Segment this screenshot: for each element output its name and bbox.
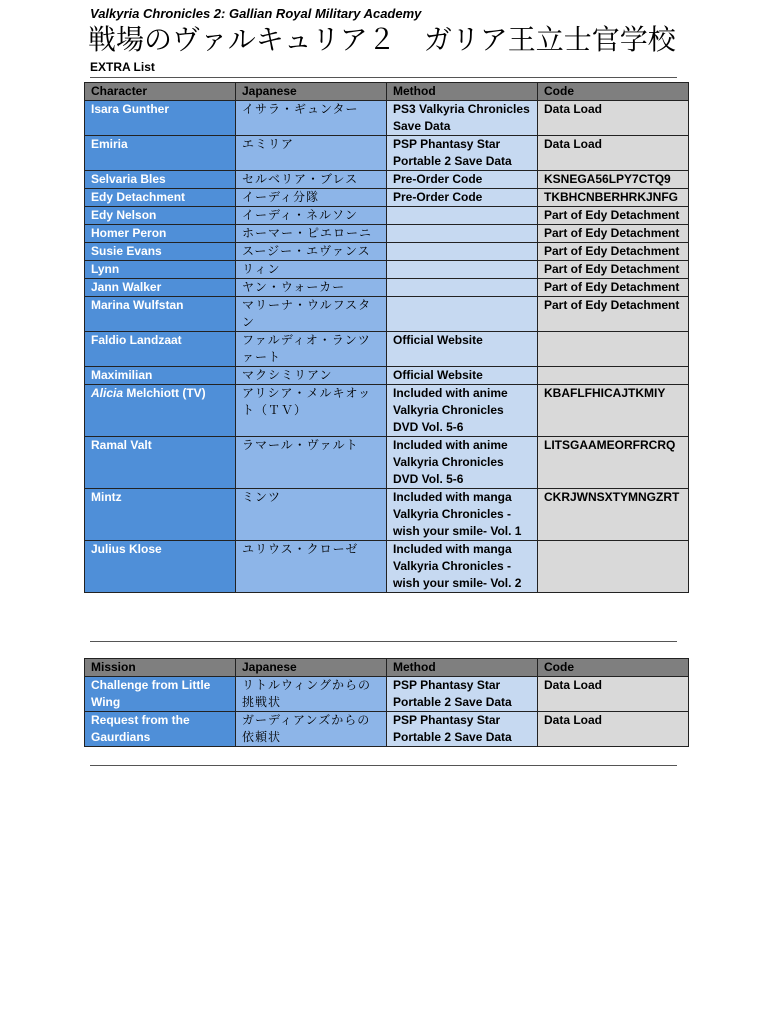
table-row <box>85 207 689 225</box>
column-header-character: Character <box>85 83 236 101</box>
method-cell: PSP Phantasy Star Portable 2 Save Data <box>387 677 538 712</box>
method-cell <box>387 261 538 279</box>
table-row <box>85 489 689 541</box>
japanese-cell: イーディ・ネルソン <box>236 207 387 225</box>
column-header-japanese: Japanese <box>236 83 387 101</box>
code-cell: LITSGAAMEORFRCRQ <box>538 437 689 489</box>
name-cell: Jann Walker <box>85 279 236 297</box>
japanese-cell: ユリウス・クローゼ <box>236 541 387 593</box>
name-cell: Emiria <box>85 136 236 171</box>
character-table <box>84 82 689 593</box>
japanese-cell: ラマール・ヴァルト <box>236 437 387 489</box>
japanese-cell: セルベリア・ブレス <box>236 171 387 189</box>
code-cell: Part of Edy Detachment <box>538 243 689 261</box>
name-cell: Faldio Landzaat <box>85 332 236 367</box>
japanese-cell: ガーディアンズからの依頼状 <box>236 712 387 747</box>
japanese-cell: マリーナ・ウルフスタン <box>236 297 387 332</box>
name-cell: Isara Gunther <box>85 101 236 136</box>
method-cell: Pre-Order Code <box>387 171 538 189</box>
method-cell: Included with anime Valkyria Chronicles DVD Vol. 5-6 <box>387 385 538 437</box>
table-row <box>85 136 689 171</box>
mission-table <box>84 658 689 747</box>
japanese-cell: リトルウィングからの挑戦状 <box>236 677 387 712</box>
japanese-cell: エミリア <box>236 136 387 171</box>
table-header-row <box>85 83 689 101</box>
table-row <box>85 225 689 243</box>
table-row <box>85 171 689 189</box>
method-cell <box>387 279 538 297</box>
japanese-cell: スージー・エヴァンス <box>236 243 387 261</box>
name-cell: Lynn <box>85 261 236 279</box>
code-cell: CKRJWNSXTYMNGZRT <box>538 489 689 541</box>
code-cell: Part of Edy Detachment <box>538 207 689 225</box>
table-row <box>85 541 689 593</box>
name-cell <box>85 385 236 437</box>
column-header-code: Code <box>538 83 689 101</box>
name-cell: Request from the Gaurdians <box>85 712 236 747</box>
method-cell: Official Website <box>387 332 538 367</box>
code-cell: Part of Edy Detachment <box>538 279 689 297</box>
japanese-cell: イサラ・ギュンター <box>236 101 387 136</box>
code-cell: Data Load <box>538 677 689 712</box>
japanese-cell: ヤン・ウォーカー <box>236 279 387 297</box>
column-header-method: Method <box>387 83 538 101</box>
table-row <box>85 437 689 489</box>
method-cell: Pre-Order Code <box>387 189 538 207</box>
table-row <box>85 367 689 385</box>
method-cell <box>387 243 538 261</box>
code-cell: Part of Edy Detachment <box>538 297 689 332</box>
method-cell <box>387 207 538 225</box>
name-cell: Marina Wulfstan <box>85 297 236 332</box>
name-cell: Homer Peron <box>85 225 236 243</box>
table-row <box>85 297 689 332</box>
japanese-cell: アリシア・メルキオット（ＴＶ） <box>236 385 387 437</box>
table-row <box>85 712 689 747</box>
method-cell: Included with manga Valkyria Chronicles -wish your smile- Vol. 2 <box>387 541 538 593</box>
table-row <box>85 677 689 712</box>
name-cell: Challenge from Little Wing <box>85 677 236 712</box>
name-cell: Mintz <box>85 489 236 541</box>
divider-rule <box>90 765 677 766</box>
method-cell: PS3 Valkyria Chronicles Save Data <box>387 101 538 136</box>
method-cell: Included with manga Valkyria Chronicles -wish your smile- Vol. 1 <box>387 489 538 541</box>
japanese-cell: イーディ分隊 <box>236 189 387 207</box>
column-header-method: Method <box>387 659 538 677</box>
name-cell: Selvaria Bles <box>85 171 236 189</box>
method-cell: PSP Phantasy Star Portable 2 Save Data <box>387 712 538 747</box>
name-rest-part: Melchiott (TV) <box>123 386 206 400</box>
extra-list-label: EXTRA List <box>90 60 155 74</box>
table-row <box>85 261 689 279</box>
code-cell <box>538 367 689 385</box>
name-cell: Ramal Valt <box>85 437 236 489</box>
document-title: 戦場のヴァルキュリア２ ガリア王立士官学校 <box>88 23 676 56</box>
code-cell: Data Load <box>538 712 689 747</box>
japanese-cell: ホーマー・ピエローニ <box>236 225 387 243</box>
code-cell <box>538 541 689 593</box>
table-row <box>85 101 689 136</box>
japanese-cell: マクシミリアン <box>236 367 387 385</box>
table-row <box>85 243 689 261</box>
method-cell: Included with anime Valkyria Chronicles DVD Vol. 5-6 <box>387 437 538 489</box>
table-row <box>85 332 689 367</box>
table-header-row <box>85 659 689 677</box>
divider-rule <box>90 77 677 78</box>
code-cell: KSNEGA56LPY7CTQ9 <box>538 171 689 189</box>
code-cell <box>538 332 689 367</box>
column-header-japanese: Japanese <box>236 659 387 677</box>
table-row <box>85 189 689 207</box>
code-cell: Part of Edy Detachment <box>538 261 689 279</box>
column-header-code: Code <box>538 659 689 677</box>
table-row <box>85 279 689 297</box>
japanese-cell: ミンツ <box>236 489 387 541</box>
name-cell: Julius Klose <box>85 541 236 593</box>
japanese-cell: ファルディオ・ランツァート <box>236 332 387 367</box>
column-header-mission: Mission <box>85 659 236 677</box>
method-cell: PSP Phantasy Star Portable 2 Save Data <box>387 136 538 171</box>
code-cell: TKBHCNBERHRKJNFG <box>538 189 689 207</box>
divider-rule <box>90 641 677 642</box>
document-subtitle: Valkyria Chronicles 2: Gallian Royal Military Academy <box>90 6 422 21</box>
code-cell: Data Load <box>538 101 689 136</box>
code-cell: Data Load <box>538 136 689 171</box>
method-cell <box>387 297 538 332</box>
code-cell: KBAFLFHICAJTKMIY <box>538 385 689 437</box>
code-cell: Part of Edy Detachment <box>538 225 689 243</box>
method-cell <box>387 225 538 243</box>
table-row <box>85 385 689 437</box>
name-cell: Edy Detachment <box>85 189 236 207</box>
name-cell: Susie Evans <box>85 243 236 261</box>
method-cell: Official Website <box>387 367 538 385</box>
japanese-cell: リィン <box>236 261 387 279</box>
name-italic-part: Alicia <box>91 386 124 400</box>
name-cell: Edy Nelson <box>85 207 236 225</box>
name-cell: Maximilian <box>85 367 236 385</box>
